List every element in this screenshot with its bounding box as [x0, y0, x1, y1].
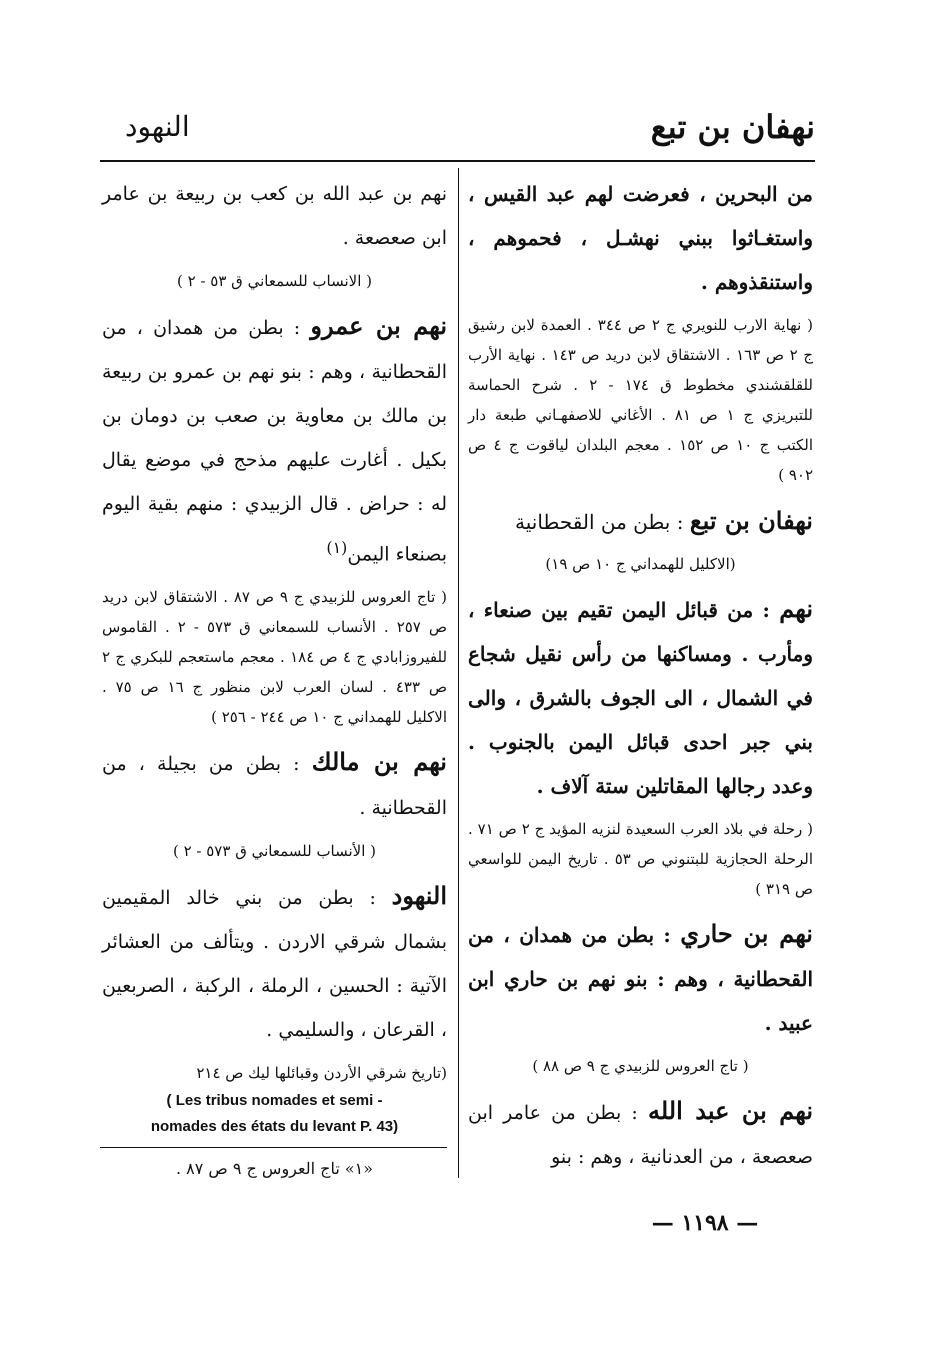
header-rule: [100, 160, 815, 162]
running-header-left: النهود: [125, 110, 190, 143]
reference-block: ( الانساب للسمعاني ق ٥٣ - ٢ ): [176, 272, 373, 290]
footnote-marker: (١): [326, 538, 348, 557]
reference-block: ( الأنساب للسمعاني ق ٥٧٣ - ٢ ): [172, 842, 377, 861]
entry: [468, 1089, 813, 1179]
entry-title: نهفان بن تبع: [689, 506, 813, 535]
entry: [102, 874, 447, 1052]
entry: [102, 740, 447, 830]
entry-title: نهم بن مالك: [311, 747, 447, 777]
entry-title: نهم بن عمرو: [310, 311, 448, 340]
reference-block: ( رحلة في بلاد العرب السعيدة لنزيه المؤيد ج ٢ ص ٧١ . الرحلة الحجازية للبتنوني ص ٥٣ . تاريخ اليمن للواسعي ص ٣١٩ ): [468, 820, 814, 898]
entry-text: : بطن من همدان ، من القحطانية ، وهم : بنو نهم بن عمرو بن ربيعة بن مالك بن معاوية بن صعب بن دومان بن بكيل . أغارت عليهم مذحج في موضع يقال له : حراض . قال الزبيدي : منهم بقية اليوم بصنعاء اليمن: [102, 317, 447, 566]
entry-text: : بطن من بني خالد المقيمين بشمال شرقي الاردن . ويتألف من العشائر الآتية : الحسين ، الرملة ، الركبة ، الصربعين ، القرعان ، والسليمي .: [102, 887, 447, 1042]
right-column: [468, 172, 813, 1185]
page-number: — ١١٩٨ —: [651, 1210, 759, 1236]
entry-text: : من قبائل اليمن تقيم بين صنعاء ، ومأرب . ومساكنها من رأس نقيل شجاع في الشمال ، الى الجوف بالشرق ، والى بني جبر احدى قبائل اليمن بالجنوب . وعدد رجالها المقاتلين ستة آلاف .: [468, 598, 813, 798]
entry-text: : بطن من عامر ابن صعصعة ، من العدنانية ، وهم : بنو: [468, 1102, 813, 1168]
entry: [468, 498, 813, 545]
entry-text: : بطن من القحطانية: [515, 510, 684, 534]
entry-text: : بطن من بجيلة ، من القحطانية .: [102, 753, 447, 820]
running-header-right: نهفان بن تبع: [650, 108, 815, 146]
entry-title: نهم: [779, 594, 813, 623]
reference-block: ( تاج العروس للزبيدي ج ٩ ص ٨٨ ): [532, 1057, 749, 1075]
reference-block: ( تاج العروس للزبيدي ج ٩ ص ٨٧ . الاشتقاق لابن دريد ص ٢٥٧ . الأنساب للسمعاني ق ٥٧٣ - ٢ . القاموس للفيروزابادي ج ٤ ص ١٨٤ . معجم ماستعجم للبكري ج ٢ ص ٤٣٣ . لسان العرب لابن منظور ج ١٦ ص ٧٥ . الاكليل للهمداني ج ١٠ ص ٢٤٤ - ٢٥٦ ): [102, 588, 448, 727]
entry-text: : بطن من همدان ، من القحطانية ، وهم : بنو نهم بن حاري ابن عبيد .: [468, 923, 813, 1035]
footnote: «١» تاج العروس ج ٩ ص ٨٧ .: [175, 1159, 374, 1178]
entry: [468, 587, 813, 808]
latin-reference-line: nomades des états du levant P. 43): [150, 1118, 399, 1136]
entry-title: النهود: [391, 881, 448, 911]
paragraph-continuation: من البحرين ، فعرضت لهم عبد القيس ، واستغـاثوا ببني نهشـل ، فحموهم ، واستنقذوهم .: [468, 182, 813, 294]
entry-title: نهم بن حاري: [680, 919, 813, 948]
column-divider: [458, 168, 459, 1178]
entry: [468, 912, 813, 1045]
paragraph-continuation: نهم بن عبد الله بن كعب بن ربيعة بن عامر ابن صعصعة .: [102, 183, 447, 249]
reference-block: ( نهاية الارب للنويري ج ٢ ص ٣٤٤ . العمدة لابن رشيق ج ٢ ص ١٦٣ . الاشتقاق لابن دريد ص ١٤٣ . نهاية الأرب للقلقشندي مخطوط ق ١٧٤ - ٢ . شرح الحماسة للتبريزي ج ١ ص ٨١ . الأغاني للاصفهـاني طبعة دار الكتب ج ١٠ ص ١٥٢ . معجم البلدان لياقوت ج ٤ ص ٩٠٢ ): [468, 316, 814, 484]
footnote-rule: [100, 1147, 447, 1148]
entry: [102, 304, 447, 576]
left-column: [102, 172, 447, 1140]
reference-block: (تاريخ شرقي الأردن وقبائلها ليك ص ٢١٤: [196, 1064, 447, 1083]
latin-reference-line: ( Les tribus nomades et semi -: [166, 1092, 383, 1110]
entry-title: نهم بن عبد الله: [647, 1096, 813, 1125]
reference-block: (الاكليل للهمداني ج ١٠ ص ١٩): [545, 555, 736, 573]
